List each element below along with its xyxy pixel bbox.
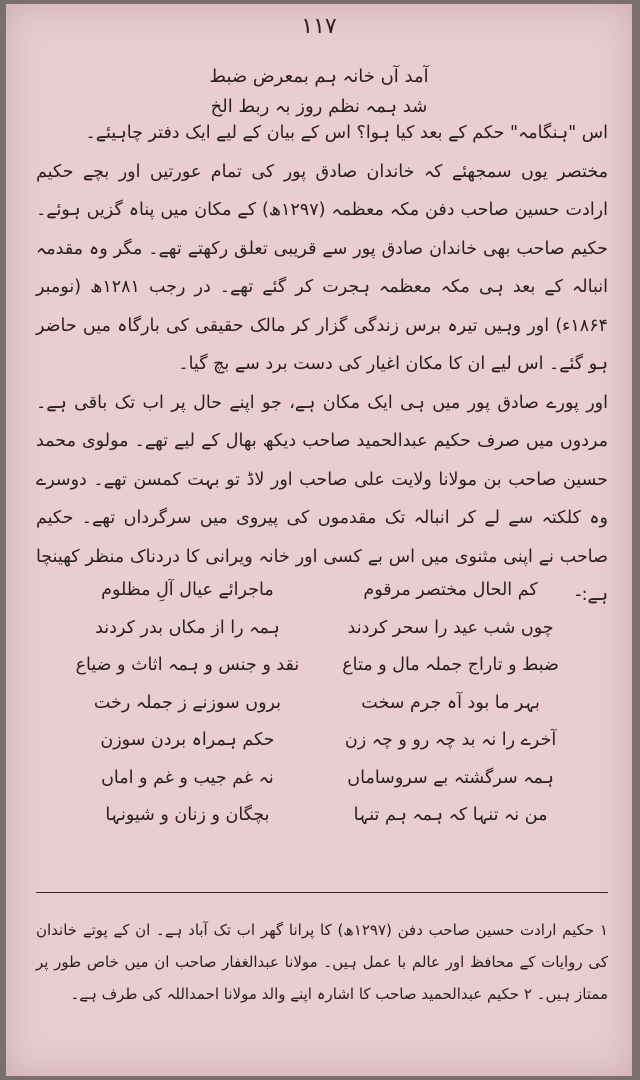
book-page xyxy=(6,4,632,1076)
prose-paragraph: اور پورے صادق پور میں ہی ایک مکان ہے، جو اپنے حال پر اب تک باقی ہے۔ مردوں میں صرف حکیم عبدالحمید صاحب دیکھ بھال کے لیے تھے۔ مولوی محمد حسین صاحب بن مولانا ولایت علی صاحب اور لاڈ تو بہت کمسن تھے۔ دوسرے وہ کلکتہ سے لے کر انبالہ تک مقدموں کی پیروی میں سرگرداں تھے۔ حکیم صاحب نے اپنی مثنوی میں اس بے کسی اور خانہ ویرانی کا دردناک منظر کھینچا ہے:- xyxy=(36,392,608,605)
heading-verse-misra-2: شد ہمہ نظم روز بہ ربط الخ xyxy=(210,96,428,117)
prose-body xyxy=(36,114,608,615)
prose-paragraph: مختصر یوں سمجھئے کہ خاندان صادق پور کی تمام عورتیں اور بچے حکیم ارادت حسین صاحب دفن مکہ معظمہ (۱۲۹۷ھ) کے مکان میں پناہ گزیں ہوئے۔ حکیم صاحب بھی خاندان صادق پور سے قریبی تعلق رکھتے تھے۔ مگر وہ مقدمہ انبالہ کے بعد ہی مکہ معظمہ ہجرت کر گئے تھے۔ در رجب ۱۲۸۱ھ (نومبر ۱۸۶۴ء) اور وہیں تیرہ برس زندگی گزار کر مالک حقیقی کی بارگاہ میں حاضر ہو گئے۔ اس لیے ان کا مکان اغیار کی دست برد سے بچ گیا۔ xyxy=(36,161,608,374)
poem-couplet xyxy=(66,685,572,723)
poem-couplet xyxy=(66,760,572,798)
heading-verse xyxy=(66,62,572,122)
poem-misra-right: آخرے را نہ بد چہ رو و چہ زن xyxy=(344,730,557,750)
poem-misra-right: من نہ تنہا کہ ہمہ ہم تنہا xyxy=(353,805,548,825)
poem-misra-right: ہمہ سرگشتہ بے سروساماں xyxy=(347,767,554,788)
poem-misra-left: بروں سوزنے ز جملہ رخت xyxy=(93,692,282,713)
footnotes xyxy=(36,914,608,1010)
footnote-divider xyxy=(36,892,608,893)
poem-misra-right: بہر ما بود آہ جرم سخت xyxy=(361,692,540,713)
poem-misra-left: بچگان و زنان و شیونہا xyxy=(105,805,270,825)
poem-misra-left: ماجرائے عیال آلِ مظلوم xyxy=(101,580,274,600)
poem-couplet xyxy=(66,610,572,648)
poem-couplet xyxy=(66,572,572,610)
footnote-text: ۱ حکیم ارادت حسین صاحب دفن (۱۲۹۷ھ) کا پرانا گھر اب تک آباد ہے۔ ان کے پوتے خاندان کی روایات کے محافظ اور عالم با عمل ہیں۔ مولانا عبدالغفار صاحب ان میں خاص طور پر ممتاز ہیں۔ ۲ حکیم عبدالحمید صاحب کا اشارہ اپنے والد مولانا احمداللہ کی طرف ہے۔ xyxy=(36,921,608,1003)
poem-misra-right: کم الحال مختصر مرقوم xyxy=(363,580,538,600)
poem-couplet xyxy=(66,797,572,835)
poem-couplet xyxy=(66,722,572,760)
poem-couplet xyxy=(66,647,572,685)
heading-verse-misra-1: آمد آں خانہ ہم بمعرض ضبط xyxy=(209,66,429,87)
poem-misra-left: ہمہ را از مکاں بدر کردند xyxy=(95,617,280,638)
page-number: ۱۱۷ xyxy=(301,14,337,39)
poem-misra-right: چوں شب عید را سحر کردند xyxy=(347,617,554,638)
poem-misra-left: نقد و جنس و ہمہ اثاث و ضیاع xyxy=(75,655,300,675)
poem-misra-left: نہ غم جیب و غم و اماں xyxy=(101,767,274,788)
poem-misra-left: حکم ہمراہ بردن سوزن xyxy=(100,730,275,750)
masnavi-poem xyxy=(66,572,572,835)
poem-misra-right: ضبط و تاراج جملہ مال و متاع xyxy=(342,655,559,675)
prose-paragraph: اس "ہنگامہ" حکم کے بعد کیا ہوا؟ اس کے بیان کے لیے ایک دفتر چاہیئے۔ xyxy=(85,123,608,143)
